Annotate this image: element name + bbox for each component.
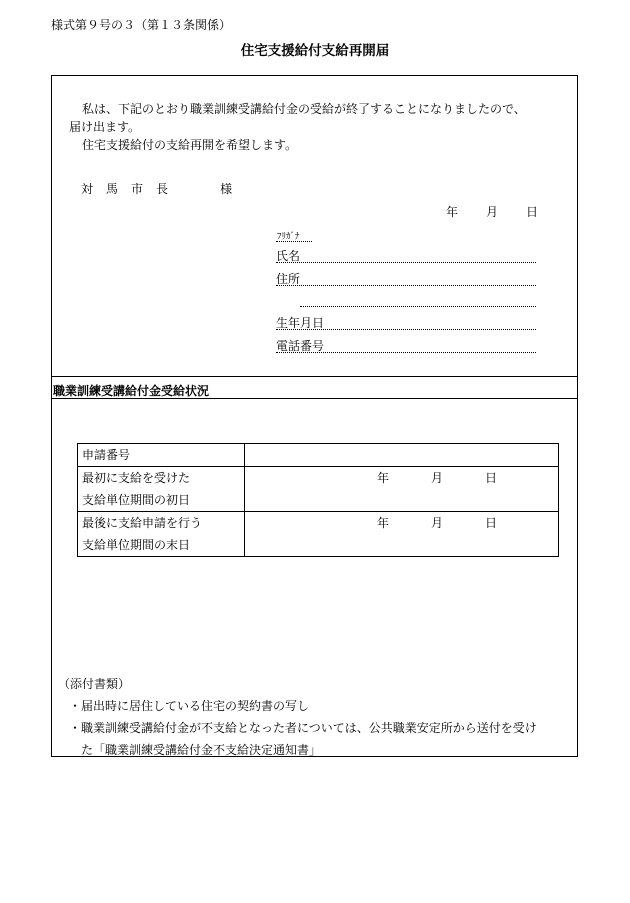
last-application-period-label: 最後に支給申請を行う 支給単位期間の末日 bbox=[78, 512, 245, 557]
table-row bbox=[78, 444, 559, 467]
address-field[interactable] bbox=[276, 285, 536, 286]
form-number: 様式第９号の３（第１３条関係） bbox=[51, 18, 232, 32]
addressee-char: 対 bbox=[81, 182, 94, 196]
page-title: 住宅支援給付支給再開届 bbox=[240, 43, 390, 59]
birthdate-label: 生年月日 bbox=[276, 316, 325, 330]
birthdate-field[interactable] bbox=[276, 329, 536, 330]
application-number-field[interactable] bbox=[245, 444, 559, 467]
table-row bbox=[78, 512, 559, 557]
section-divider-top bbox=[51, 376, 578, 377]
intro-line-2: 届け出ます。 bbox=[69, 120, 141, 134]
attachment-item-2-line-1: ・職業訓練受講給付金が不支給となった者については、公共職業安定所から送付を受け bbox=[69, 721, 537, 735]
name-label: 氏名 bbox=[276, 249, 301, 263]
section-divider-bottom bbox=[51, 398, 578, 399]
status-table bbox=[77, 443, 559, 557]
first-payment-period-date-field[interactable]: 年 月 日 bbox=[245, 467, 559, 512]
form-frame bbox=[51, 75, 578, 757]
furigana-label: ﾌﾘｶﾞﾅ bbox=[277, 232, 300, 242]
addressee-char: 馬 bbox=[106, 182, 119, 196]
date-day: 日 bbox=[526, 205, 539, 219]
furigana-underline bbox=[276, 241, 312, 242]
address-field-line-2[interactable] bbox=[300, 306, 536, 307]
date-month: 月 bbox=[486, 205, 499, 219]
application-number-label: 申請番号 bbox=[78, 444, 245, 467]
table-row bbox=[78, 467, 559, 512]
address-label: 住所 bbox=[276, 272, 301, 286]
status-section-heading: 職業訓練受講給付金受給状況 bbox=[53, 384, 210, 398]
attachments-heading: （添付書類） bbox=[58, 677, 131, 691]
addressee-char: 市 bbox=[131, 182, 144, 196]
phone-label: 電話番号 bbox=[276, 339, 325, 353]
date-year: 年 bbox=[446, 205, 459, 219]
phone-field[interactable] bbox=[276, 352, 536, 353]
first-payment-period-label: 最初に支給を受けた 支給単位期間の初日 bbox=[78, 467, 245, 512]
intro-line-1: 私は、下記のとおり職業訓練受講給付金の受給が終了することになりましたので、 bbox=[82, 102, 526, 116]
attachment-item-2-line-2: た「職業訓練受講給付金不支給決定通知書」 bbox=[81, 743, 322, 757]
attachment-item-1: ・届出時に居住している住宅の契約書の写し bbox=[69, 699, 310, 713]
addressee-char: 長 bbox=[156, 182, 169, 196]
name-field[interactable] bbox=[276, 262, 536, 263]
addressee-honorific: 様 bbox=[220, 182, 233, 196]
addressee bbox=[81, 180, 232, 197]
last-application-period-date-field[interactable]: 年 月 日 bbox=[245, 512, 559, 557]
intro-line-3: 住宅支援給付の支給再開を希望します。 bbox=[82, 138, 298, 152]
